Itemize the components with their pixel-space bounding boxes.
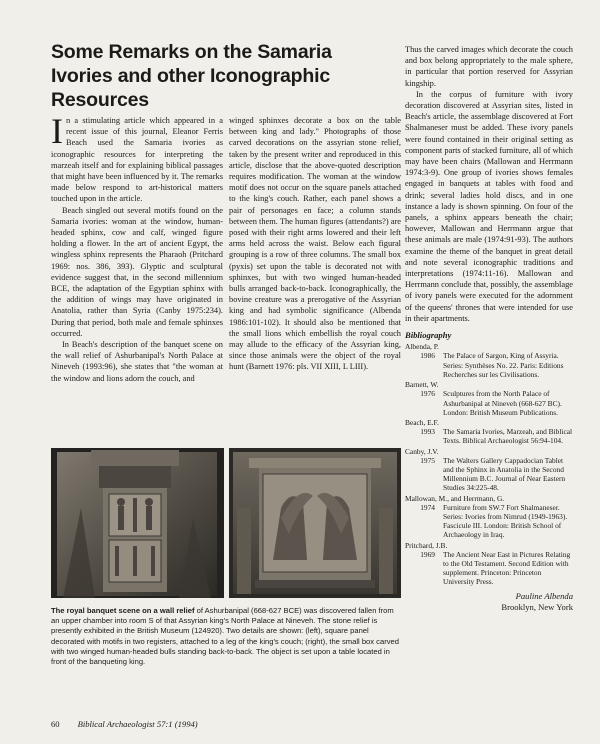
journal-citation: Biblical Archaeologist 57:1 (1994): [77, 719, 198, 729]
bib-text: Sculptures from the North Palace of Ashurbanipal at Nineveh (668-627 BC). London: British Museum Publications.: [443, 389, 562, 417]
page-number: 60: [51, 719, 60, 729]
bib-entry: [405, 380, 573, 417]
author-name: Pauline Albenda: [515, 590, 573, 601]
bib-entry: [405, 541, 573, 587]
bib-year: 1975: [420, 455, 435, 465]
text-column-2: [229, 115, 401, 373]
bib-text: The Ancient Near East in Pictures Relating to the Old Testament. Second Edition with supplement. Princeton: Princeton University Press.: [443, 549, 571, 587]
caption-lead: The royal banquet scene on a wall relief: [51, 606, 195, 615]
article-title: Some Remarks on the Samaria Ivories and other Iconographic Resources: [51, 41, 332, 111]
paragraph: Beach singled out several motifs found on the Samaria ivories: woman at the window, human-headed sphinx, cow and calf, winged figure holding a flower. In the art of ancient Egypt, the wingless sphinx represents the Pharaoh (Pritchard 1969: nos. 386, 393). Glyptic and sculptural evidence suggest that, in the second millennium BCE, the adaptation of the Egyptian sphinx with the addition of wings may have originated in Anatolia, rather than Syria (Canby 1975:234). During that period, both male and female sphinxes occurred.: [51, 205, 223, 338]
bibliography-heading: Bibliography: [405, 330, 452, 341]
bib-text: Furniture from SW.7 Fort Shalmaneser. Series: Ivories from Nimrud (1949-1963). Fascicule III. London: British School of Archaeology in Iraq.: [443, 502, 568, 540]
page-footer: [51, 719, 198, 729]
bib-year: 1976: [420, 389, 435, 399]
bib-year: 1974: [420, 502, 435, 512]
bib-entry: [405, 418, 573, 446]
relief-photo-pyxis-box: [229, 448, 401, 598]
bib-text: The Walters Gallery Cappadocian Tablet and the Sphinx in Anatolia in the Second Millennium B.C. Journal of Near Eastern Studies 34:225-48.: [443, 455, 566, 493]
paragraph: In the corpus of furniture with ivory decoration discovered at Assyrian sites, listed in Beach's article, the assemblage discovered at Fort Shalmaneser must be added. These ivory panels were found contained in their original setting as component parts of stacked furniture, all of which may have been chairs (Mallowan and Herrmann 1974:3-9). One group of ivories shows females engaged in banquets at tables with food and drink; several ladies hold discs, and in one instance a lady is shown spinning. On four of the panels, a sphinx appears beneath the chair; however, Mallowan and Herrmann argue that these animals are male (1974:91-93). The authors examine the theme of the banquet in great detail and note several iconographic traditions and interpretations (1974:11-16). Mallowan and Herrmann conclude that, possibly, the assemblage of ivory panels were executed for the adornment of the queens' thrones that were intended for use in their apartments.: [405, 89, 573, 323]
caption-text: of Ashurbanipal (668-627 BCE) was discovered fallen from an upper chamber into room S of that Assyrian king's North Palace at Nineveh. The stone relief is presently exhibited in the British Museum (124920). Two details are shown: (left), square panel decorated with motifs in two registers, attached to a leg of the king's couch; (right), the small box carved with two winged human-headed bulls standing back-to-back. The object is set upon a table located in front of the banqueting king.: [51, 606, 399, 667]
author-location: Brooklyn, New York: [501, 601, 573, 612]
bib-author: Barnett, W.: [405, 380, 439, 390]
figure-caption: [51, 606, 401, 667]
bib-year: 1986: [420, 351, 435, 361]
bib-author: Mallowan, M., and Herrmann, G.: [405, 493, 505, 503]
paragraph: Thus the carved images which decorate the couch and box belong appropriately to the male sphere, in particular that portion reserved for Assyrian kingship.: [405, 45, 573, 88]
text-column-1: [51, 111, 223, 384]
bib-entry: [405, 342, 573, 379]
bib-entry: [405, 447, 573, 493]
bib-year: 1993: [420, 427, 435, 437]
bib-year: 1969: [420, 549, 435, 559]
bib-text: The Palace of Sargon, King of Assyria. Series: Synthèses No. 22. Paris: Editions Recherches sur les Civilisations.: [443, 351, 564, 379]
text-column-3: [405, 44, 573, 613]
drop-cap: I: [51, 111, 63, 151]
bib-author: Canby, J.V.: [405, 446, 439, 456]
bib-text: The Samaria Ivories, Marzeah, and Biblical Texts. Biblical Archaeologist 56:94-104.: [443, 427, 573, 446]
bibliography-list: [405, 342, 573, 586]
paragraph: In a stimulating article which appeared in a recent issue of this journal, Eleanor Ferris Beach used the Samaria ivories as iconographic resources for interpreting the marzeah itself and for explaining biblical passages that might have been influenced by it. The remarks made below respond to art-historical matters touched upon in the article.: [51, 111, 223, 204]
relief-pyxis-box-image: [229, 448, 401, 598]
author-signature: [405, 591, 573, 613]
bib-author: Beach, E.F.: [405, 417, 439, 427]
bib-author: Pritchard, J.B.: [405, 540, 448, 550]
relief-photo-couch-panel: [51, 448, 224, 598]
paragraph: In Beach's description of the banquet scene on the wall relief of Ashurbanipal's North Palace at Nineveh (1993:96), she states that "the woman at the window and lions adorn the couch, and: [51, 340, 223, 383]
bib-author: Albenda, P.: [405, 342, 439, 352]
relief-couch-panel-image: [51, 448, 224, 598]
paragraph: winged sphinxes decorate a box on the table between king and lady." Photographs of those carved decorations on the assyrian stone relief, taken by the present writer and reproduced in this article, disclose that the above-quoted description requires modification. The woman at the window motif does not occur on the square panels attached to the king's couch. Rather, each panel shows a pair of personages en face; a column stands between them. The human figures (attendants?) are posed with their right arms lowered and their left arms held across the waist. Below each figural grouping is a row of three columns. The small box (pyxis) set upon the table is decorated not with sphinxes, but with two winged human-headed bulls arranged back-to-back. Iconographically, the bovine creature was a prerogative of the Assyrian king and had symbolic significance (Albenda 1986:101-102). It should also be mentioned that the small lions which embellish the royal couch may allude to the efficacy of the Assyrian king, since those animals were the object of the royal hunt (Barnett 1976: pls. VII XIII, L LIII).: [229, 116, 401, 372]
bib-entry: [405, 494, 573, 540]
